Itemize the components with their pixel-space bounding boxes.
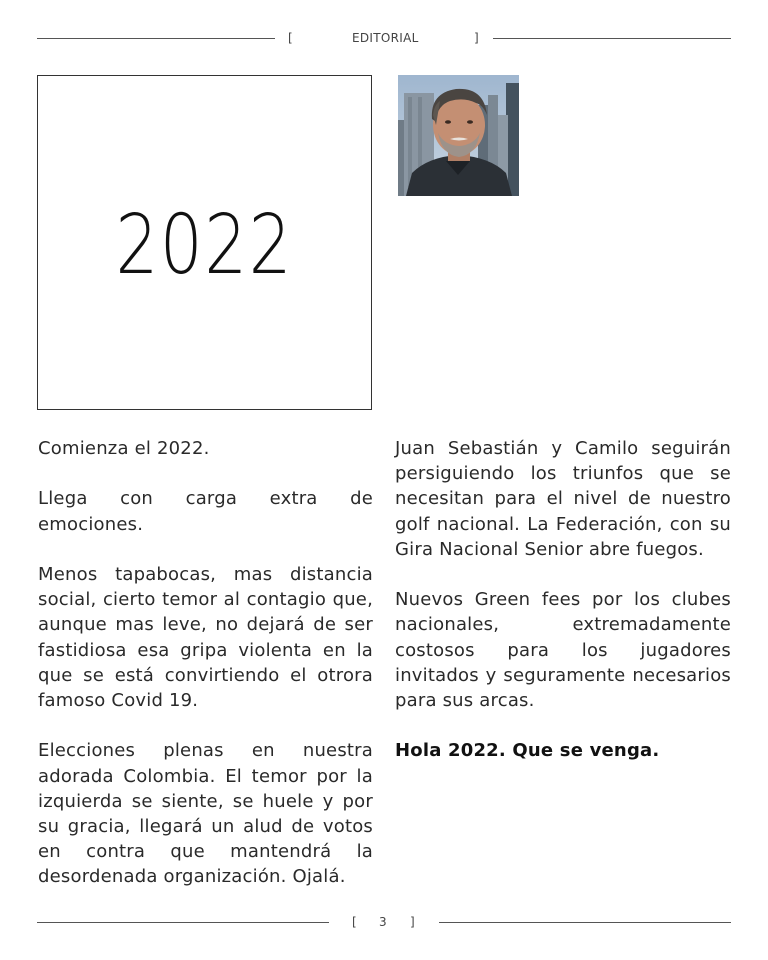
paragraph: Nuevos Green fees por los clubes nacionales, extremadamente costosos para los jugadores invitados y seguramente necesarios para sus arcas.: [395, 589, 731, 712]
year-heading: 2022: [115, 197, 294, 293]
closing-line: Hola 2022. Que se venga.: [395, 740, 660, 762]
author-photo: [398, 75, 519, 196]
footer-rule-left: [37, 922, 329, 923]
left-text-column: [38, 436, 373, 915]
paragraph: Llega con carga extra de emociones.: [38, 488, 373, 535]
page-number: 3: [379, 915, 387, 929]
paragraph: Comienza el 2022.: [38, 438, 210, 459]
year-box: [37, 75, 372, 410]
section-title: EDITORIAL: [352, 31, 419, 45]
right-text-column: [395, 436, 731, 789]
header-rule-right: [493, 38, 731, 39]
footer-bracket-close: ]: [410, 915, 415, 929]
paragraph: Juan Sebastián y Camilo seguirán persiguiendo los triunfos que se necesitan para el nivel de nuestro golf nacional. La Federación, con su Gira Nacional Senior abre fuegos.: [395, 438, 731, 560]
footer-rule-right: [439, 922, 731, 923]
header-bracket-open: [: [288, 31, 293, 45]
paragraph: Menos tapabocas, mas distancia social, cierto temor al contagio que, aunque mas leve, no dejará de ser fastidiosa esa gripa violenta en la que se está convirtiendo el otrora famoso Covid 19.: [38, 563, 373, 711]
header-rule-left: [37, 38, 275, 39]
paragraph: Elecciones plenas en nuestra adorada Colombia. El temor por la izquierda se siente, se huele y por su gracia, llegará un alud de votos en contra que mantendrá la desordenada organización. Ojalá.: [38, 740, 373, 888]
footer-bracket-open: [: [352, 915, 357, 929]
header-bracket-close: ]: [474, 31, 479, 45]
